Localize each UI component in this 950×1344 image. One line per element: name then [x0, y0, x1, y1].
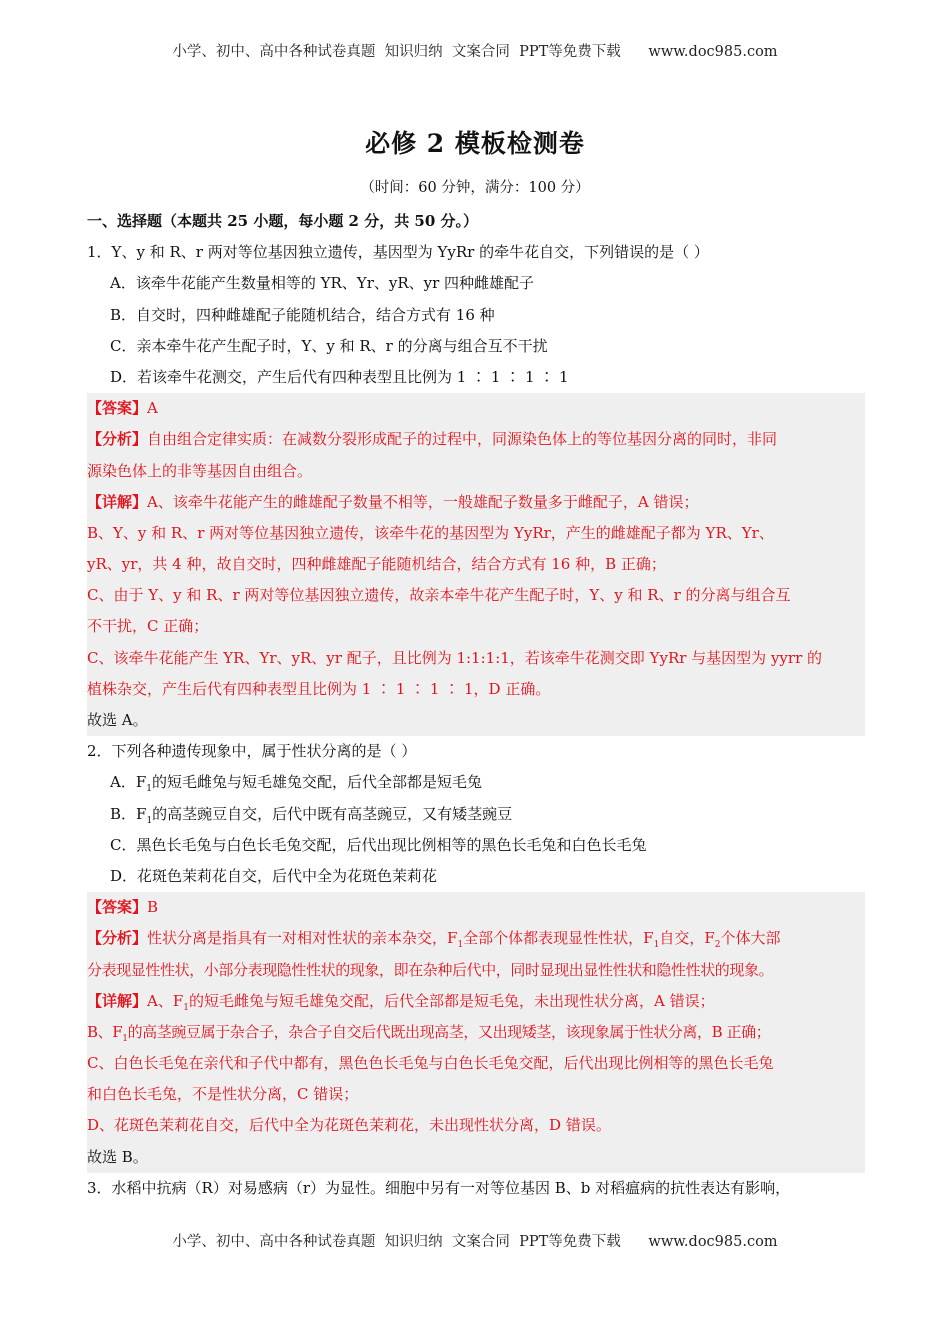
detail-line: 植株杂交，产生后代有四种表型且比例为 1 ∶ 1 ∶ 1 ∶ 1，D 正确。 [87, 679, 551, 698]
option-b: B．$F_1$的高茎豌豆自交，后代中既有高茎豌豆，又有矮茎豌豆 [110, 804, 513, 826]
analysis-tag: 【分析】 [87, 430, 148, 449]
detail-line [87, 487, 865, 518]
detail-line: 不干扰，C 正确； [87, 617, 209, 636]
analysis-text: 自由组合定律实质：在减数分裂形成配子的过程中，同源染色体上的等位基因分离的同时，非同 [147, 430, 778, 449]
detail-line: B、$F_1$的高茎豌豆属于杂合子，杂合子自交后代既出现高茎，又出现矮茎，该现象属于性状分离，B 正确； [87, 1022, 771, 1044]
detail-line: B、Y、y 和 R、r 两对等位基因独立遗传，该牵牛花的基因型为 YyRr，产生的雌雄配子都为 YR、Yr、 [87, 523, 774, 542]
page-footer: 小学、初中、高中各种试卷真题 知识归纳 文案合同 PPT等免费下载 www.doc985.com [172, 1234, 778, 1250]
option-a: A．$F_1$的短毛雌兔与短毛雄兔交配，后代全部都是短毛兔 [110, 773, 482, 795]
answer-tag: 【答案】 [87, 399, 148, 418]
option-d: D．若该牵牛花测交，产生后代有四种表型且比例为 1 ∶ 1 ∶ 1 ∶ 1 [110, 367, 569, 386]
analysis-line: 【分析】性状分离是指具有一对相对性状的亲本杂交，$F_1$全部个体都表现显性性状，$F_1$自交，$F_2$个体大部 [87, 929, 781, 951]
conclusion: 故选 A。 [87, 711, 148, 729]
detail-tag: 【详解】 [87, 492, 148, 511]
analysis-line [87, 424, 865, 455]
analysis-line: 源染色体上的非等基因自由组合。 [87, 461, 313, 480]
option-c: C．黑色长毛兔与白色长毛兔交配，后代出现比例相等的黑色长毛兔和白色长毛兔 [110, 835, 647, 854]
detail-line: 和白色长毛兔，不是性状分离，C 错误； [87, 1085, 359, 1104]
question-3-stem: 3．水稻中抗病（R）对易感病（r）为显性。细胞中另有一对等位基因 B、b 对稻瘟病的抗性表达有影响， [87, 1178, 791, 1197]
detail-text: A、该牵牛花能产生的雌雄配子数量不相等，一般雄配子数量多于雌配子，A 错误； [147, 492, 699, 511]
exam-content [87, 206, 865, 1204]
answer-box-1 [87, 393, 865, 736]
question-2 [87, 736, 865, 892]
question-stem: 1．Y、y 和 R、r 两对等位基因独立遗传，基因型为 YyRr 的牵牛花自交，下列错误的是（ ） [87, 243, 709, 262]
analysis-tag: 【分析】 [87, 929, 148, 948]
detail-line: C、该牵牛花能产生 YR、Yr、yR、yr 配子，且比例为 1:1:1:1，若该牵牛花测交即 YyRr 与基因型为 yyrr 的 [87, 648, 823, 667]
conclusion: 故选 B。 [87, 1147, 148, 1166]
option-b: B．自交时，四种雌雄配子能随机结合，结合方式有 16 种 [110, 305, 495, 324]
detail-line: C、由于 Y、y 和 R、r 两对等位基因独立遗传，故亲本牵牛花产生配子时，Y、y 和 R、r 的分离与组合互 [87, 586, 791, 605]
detail-line: D、花斑色茉莉花自交，后代中全为花斑色茉莉花，未出现性状分离，D 错误。 [87, 1116, 611, 1135]
detail-line: 【详解】A、$F_1$的短毛雌兔与短毛雄兔交配，后代全部都是短毛兔，未出现性状分离，A 错误； [87, 991, 715, 1013]
option-c: C．亲本牵牛花产生配子时，Y、y 和 R、r 的分离与组合互不干扰 [110, 336, 548, 355]
question-stem: 2．下列各种遗传现象中，属于性状分离的是（ ） [87, 742, 417, 761]
detail-line: C、白色长毛兔在亲代和子代中都有，黑色色长毛兔与白色长毛兔交配，后代出现比例相等的黑色长毛兔 [87, 1054, 774, 1073]
page-header: 小学、初中、高中各种试卷真题 知识归纳 文案合同 PPT等免费下载 www.doc985.com [172, 44, 778, 60]
exam-info: （时间：60 分钟，满分：100 分） [360, 180, 590, 196]
page-title: 必修 2 模板检测卷 [365, 129, 585, 158]
option-a: A．该牵牛花能产生数量相等的 YR、Yr、yR、yr 四种雌雄配子 [110, 274, 535, 293]
answer-line [87, 393, 865, 424]
detail-tag: 【详解】 [87, 991, 148, 1010]
section-heading: 一、选择题（本题共 25 小题，每小题 2 分，共 50 分。） [87, 212, 479, 230]
answer-box-2 [87, 892, 865, 1173]
analysis-line: 分表现显性性状，小部分表现隐性性状的现象，即在杂种后代中，同时显现出显性性状和隐性性状的现象。 [87, 960, 774, 979]
answer-value: B [147, 898, 159, 917]
detail-line: yR、yr，共 4 种，故自交时，四种雌雄配子能随机结合，结合方式有 16 种，B 正确； [87, 555, 666, 574]
answer-tag: 【答案】 [87, 898, 148, 917]
answer-value: A [147, 399, 158, 418]
answer-line [87, 892, 865, 923]
option-d: D．花斑色茉莉花自交，后代中全为花斑色茉莉花 [110, 866, 438, 885]
question-1 [87, 237, 865, 393]
